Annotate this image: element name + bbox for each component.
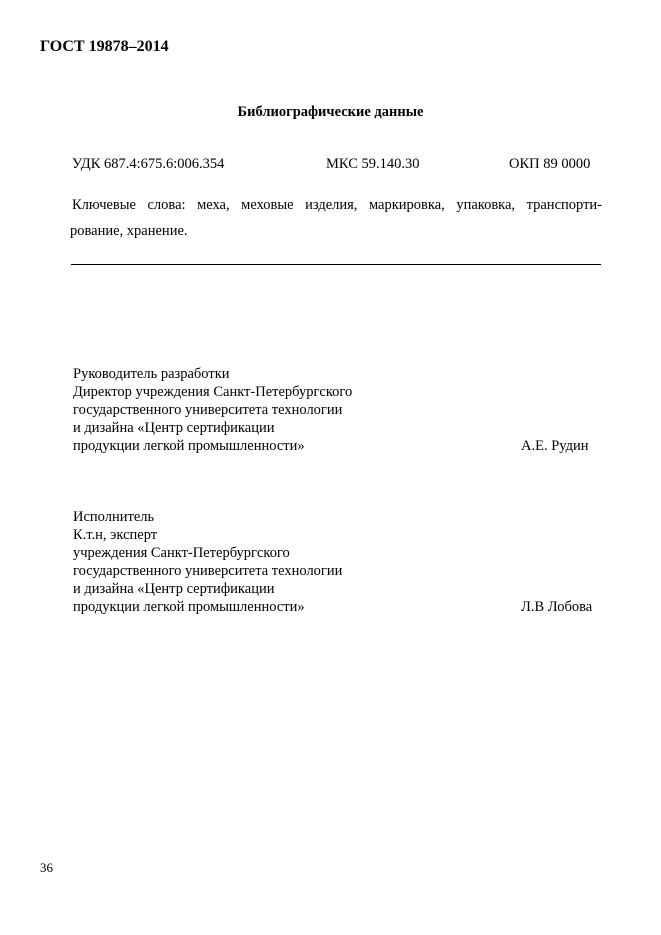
keywords-line: рование, хранение. [70,223,188,239]
developer-block [73,365,352,455]
developer-name: А.Е. Рудин [521,438,589,454]
divider-rule [71,264,601,265]
section-title: Библиографические данные [237,104,424,120]
developer-line: Директор учреждения Санкт-Петербургского [73,384,353,400]
okp-code: ОКП 89 0000 [509,156,591,172]
keywords-line: Ключевые слова: меха, меховые изделия, маркировка, упаковка, транспорти- [72,197,602,213]
mks-code: МКС 59.140.30 [326,156,420,172]
executor-line: учреждения Санкт-Петербургского [73,545,290,561]
executor-name: Л.В Лобова [521,599,593,615]
developer-line: Руководитель разработки [73,366,230,382]
executor-block [73,508,342,616]
executor-line: К.т.н, эксперт [73,527,158,543]
executor-line: и дизайна «Центр сертификации [73,581,275,597]
executor-line: продукции легкой промышленности» [73,599,305,615]
keywords-paragraph [72,196,602,240]
developer-line: и дизайна «Центр сертификации [73,420,275,436]
standard-header: ГОСТ 19878–2014 [40,38,169,55]
executor-line: Исполнитель [73,509,155,525]
udk-code: УДК 687.4:675.6:006.354 [72,156,225,172]
developer-line: государственного университета технологии [73,402,343,418]
developer-line: продукции легкой промышленности» [73,438,305,454]
page-number: 36 [40,860,53,875]
executor-line: государственного университета технологии [73,563,343,579]
